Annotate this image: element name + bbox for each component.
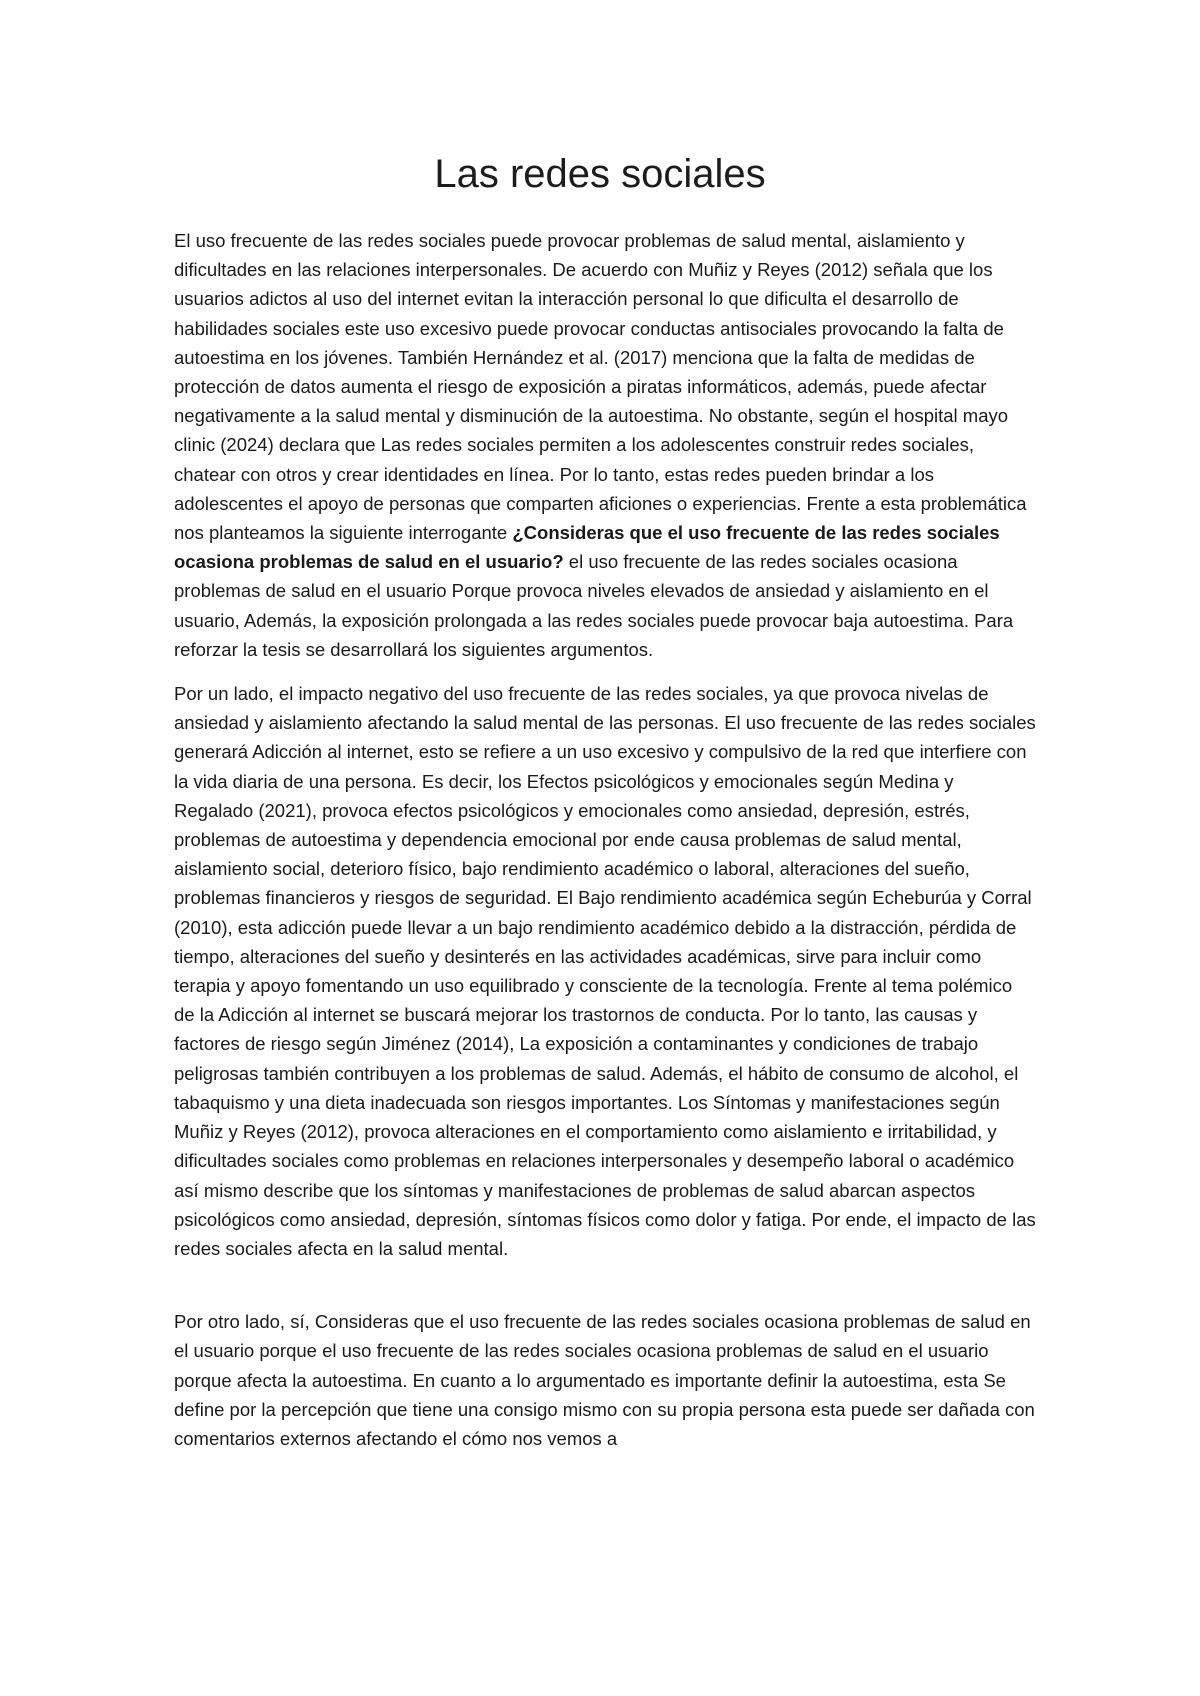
paragraph-introduction-text: El uso frecuente de las redes sociales puede provocar problemas de salud mental, aislamiento y dificultades en las relaciones interpersonales. De acuerdo con Muñiz y Reyes (2012) señala que los usuarios adictos al uso del internet evitan la interacción personal lo que dificulta el desarrollo de habilidades sociales este uso excesivo puede provocar conductas antisociales provocando la falta de autoestima en los jóvenes. También Hernández et al. (2017) menciona que la falta de medidas de protección de datos aumenta el riesgo de exposición a piratas informáticos, además, puede afectar negativamente a la salud mental y disminución de la autoestima. No obstante, según el hospital mayo clinic (2024) declara que Las redes sociales permiten a los adolescentes construir redes sociales, chatear con otros y crear identidades en línea. Por lo tanto, estas redes pueden brindar a los adolescentes el apoyo de personas que comparten aficiones o experiencias. Frente a esta problemática nos planteamos la siguiente interrogante [174, 230, 1027, 544]
document-body [174, 226, 1036, 1453]
document-title: Las redes sociales [434, 152, 766, 196]
paragraph-introduction-thesis: el uso frecuente de las redes sociales ocasiona problemas de salud en el usuario Porque provoca niveles elevados de ansiedad y aislamiento en el usuario, Además, la exposición prolongada a las redes sociales puede provocar baja autoestima. Para reforzar la tesis se desarrollará los siguientes argumentos. [174, 551, 1014, 660]
research-question: ¿Consideras que el uso frecuente de las redes sociales ocasiona problemas de salud en el usuario? [174, 522, 1000, 573]
paragraph-argument-one: Por un lado, el impacto negativo del uso frecuente de las redes sociales, ya que provoca nivelas de ansiedad y aislamiento afectando la salud mental de las personas. El uso frecuente de las redes sociales generará Adicción al internet, esto se refiere a un uso excesivo y compulsivo de la red que interfiere con la vida diaria de una persona. Es decir, los Efectos psicológicos y emocionales según Medina y Regalado (2021), provoca efectos psicológicos y emocionales como ansiedad, depresión, estrés, problemas de autoestima y dependencia emocional por ende causa problemas de salud mental, aislamiento social, deterioro físico, bajo rendimiento académico o laboral, alteraciones del sueño, problemas financieros y riesgos de seguridad. El Bajo rendimiento académica según Echeburúa y Corral (2010), esta adicción puede llevar a un bajo rendimiento académico debido a la distracción, pérdida de tiempo, alteraciones del sueño y desinterés en las actividades académicas, sirve para incluir como terapia y apoyo fomentando un uso equilibrado y consciente de la tecnología. Frente al tema polémico de la Adicción al internet se buscará mejorar los trastornos de conducta. Por lo tanto, las causas y factores de riesgo según Jiménez (2014), La exposición a contaminantes y condiciones de trabajo peligrosas también contribuyen a los problemas de salud. Además, el hábito de consumo de alcohol, el tabaquismo y una dieta inadecuada son riesgos importantes. Los Síntomas y manifestaciones según Muñiz y Reyes (2012), provoca alteraciones en el comportamiento como aislamiento e irritabilidad, y dificultades sociales como problemas en relaciones interpersonales y desempeño laboral o académico así mismo describe que los síntomas y manifestaciones de problemas de salud abarcan aspectos psicológicos como ansiedad, depresión, síntomas físicos como dolor y fatiga. Por ende, el impacto de las redes sociales afecta en la salud mental. [174, 683, 1036, 1259]
paragraph-argument-two: Por otro lado, sí, Consideras que el uso frecuente de las redes sociales ocasiona problemas de salud en el usuario porque el uso frecuente de las redes sociales ocasiona problemas de salud en el usuario porque afecta la autoestima. En cuanto a lo argumentado es importante definir la autoestima, esta Se define por la percepción que tiene una consigo mismo con su propia persona esta puede ser dañada con comentarios externos afectando el cómo nos vemos a [174, 1311, 1035, 1449]
paragraph-introduction [174, 226, 1036, 664]
